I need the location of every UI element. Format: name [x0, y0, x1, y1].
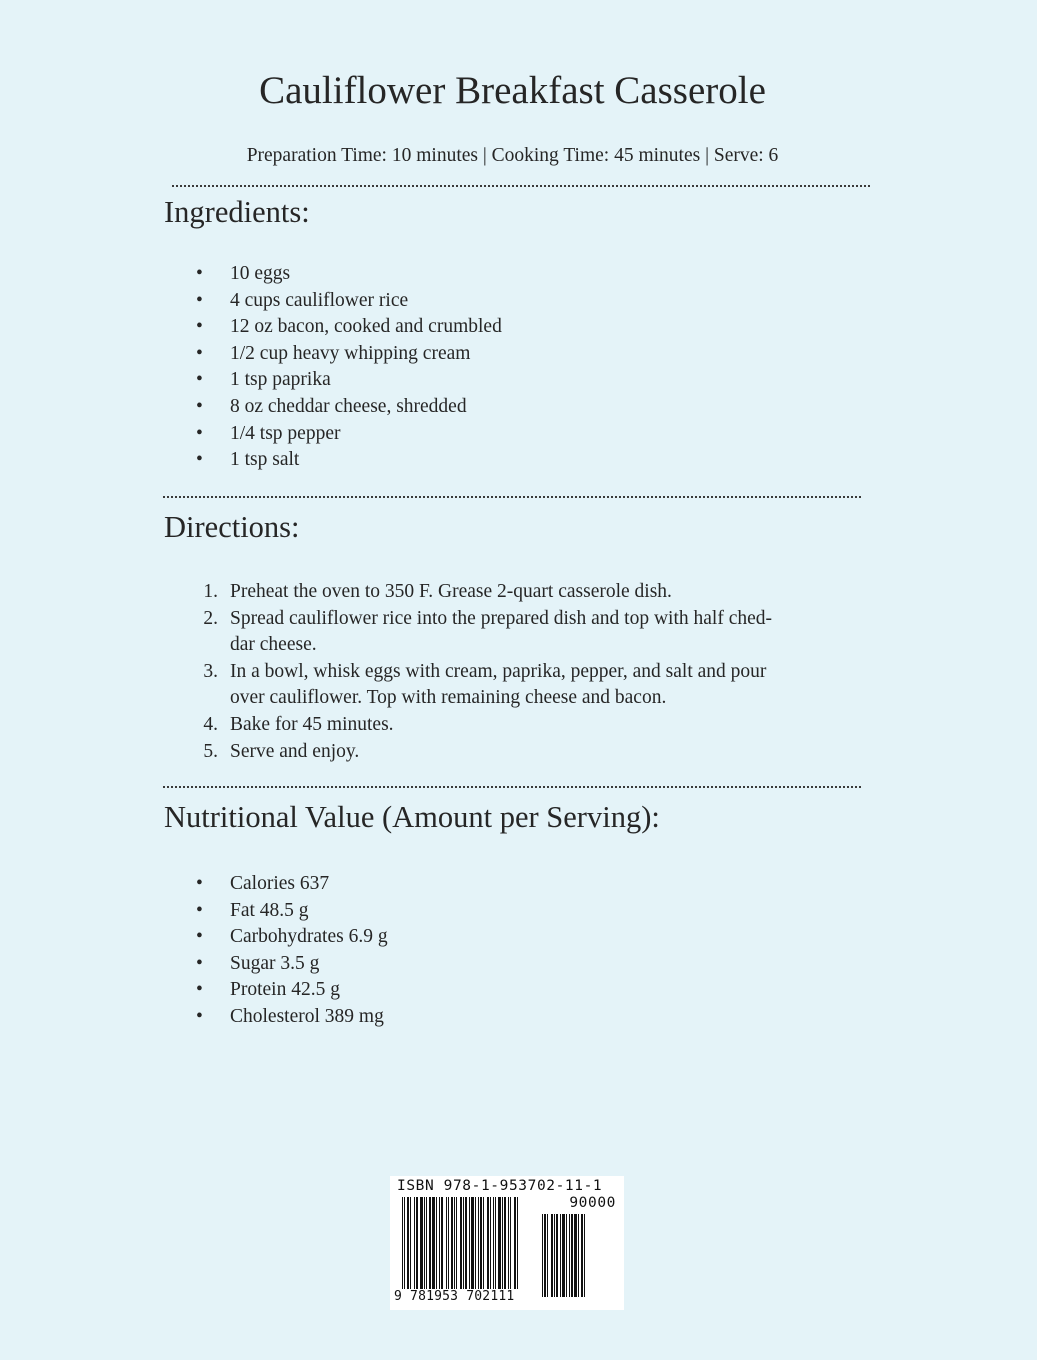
nutrition-marker: • — [196, 952, 203, 974]
direction-step-marker: 5. — [203, 740, 218, 762]
direction-step-text — [230, 712, 394, 739]
nutrition-text — [230, 951, 319, 978]
isbn-text: ISBN 978-1-953702-11-1 — [397, 1178, 603, 1194]
nutrition-line: Cholesterol 389 mg — [230, 1005, 384, 1027]
ingredient-line: 1/4 tsp pepper — [230, 422, 341, 444]
nutrition-marker: • — [196, 926, 203, 948]
direction-step-text — [230, 659, 766, 712]
ingredient-text — [230, 314, 502, 341]
ingredient-item — [196, 261, 502, 288]
ingredient-item — [196, 367, 502, 394]
nutrition-item — [196, 924, 388, 951]
ingredient-marker: • — [196, 369, 203, 391]
nutrition-item — [196, 951, 388, 978]
nutrition-line: Calories 637 — [230, 873, 330, 894]
ingredient-line: 8 oz cheddar cheese, shredded — [230, 395, 467, 417]
direction-step-line: Preheat the oven to 350 F. Grease 2-quart casserole dish. — [230, 581, 672, 602]
nutrition-list — [196, 871, 388, 1031]
recipe-meta: Preparation Time: 10 minutes | Cooking Time: 45 minutes | Serve: 6 — [246, 145, 779, 166]
ingredient-line: 1/2 cup heavy whipping cream — [230, 342, 471, 364]
ingredient-line: 4 cups cauliflower rice — [230, 289, 409, 311]
ingredient-marker: • — [196, 263, 203, 284]
isbn-barcode — [390, 1176, 624, 1310]
direction-step-line: Serve and enjoy. — [230, 740, 360, 762]
direction-step-item — [196, 739, 772, 766]
divider — [163, 496, 861, 498]
ingredients-heading: Ingredients: — [164, 195, 310, 229]
nutrition-text — [230, 898, 309, 925]
ingredient-text — [230, 367, 331, 394]
direction-step-item — [196, 659, 772, 712]
ingredient-marker: • — [196, 422, 203, 444]
ingredient-line: 1 tsp salt — [230, 449, 300, 471]
ingredient-text — [230, 261, 290, 288]
nutrition-line: Sugar 3.5 g — [230, 952, 320, 974]
direction-step-marker: 3. — [203, 660, 218, 682]
direction-step-text — [230, 606, 772, 659]
divider — [163, 786, 861, 788]
ingredient-marker: • — [196, 449, 203, 471]
ingredients-list — [196, 261, 502, 474]
nutrition-text — [230, 924, 388, 951]
ingredient-item — [196, 314, 502, 341]
ingredient-item — [196, 394, 502, 421]
direction-step-item — [196, 712, 772, 739]
price-code: 90000 — [569, 1195, 616, 1211]
direction-step-line: dar cheese. — [230, 634, 317, 656]
ingredient-line: 10 eggs — [230, 263, 291, 284]
nutrition-item — [196, 898, 388, 925]
ingredient-marker: • — [196, 316, 203, 338]
ingredient-text — [230, 394, 467, 421]
direction-step-marker: 1. — [203, 581, 218, 602]
barcode-bars-icon — [402, 1197, 538, 1297]
nutrition-text — [230, 871, 329, 898]
nutrition-marker: • — [196, 979, 203, 1001]
nutrition-line: Carbohydrates 6.9 g — [230, 926, 388, 948]
barcode-addon-bars-icon — [542, 1214, 610, 1297]
page-title: Cauliflower Breakfast Casserole — [259, 69, 766, 112]
direction-step-text — [230, 739, 359, 766]
ingredient-marker: • — [196, 395, 203, 417]
direction-step-line: Bake for 45 minutes. — [230, 713, 394, 735]
nutrition-marker: • — [196, 873, 203, 894]
nutrition-line: Protein 42.5 g — [230, 979, 340, 1001]
directions-list — [196, 579, 772, 765]
nutrition-heading: Nutritional Value (Amount per Serving): — [164, 800, 660, 834]
ingredient-item — [196, 288, 502, 315]
nutrition-line: Fat 48.5 g — [230, 899, 309, 921]
ingredient-item — [196, 341, 502, 368]
nutrition-text — [230, 977, 340, 1004]
ingredient-text — [230, 447, 299, 474]
nutrition-marker: • — [196, 1005, 203, 1027]
divider — [172, 185, 870, 187]
direction-step-item — [196, 606, 772, 659]
ingredient-text — [230, 421, 340, 448]
direction-step-marker: 2. — [203, 607, 218, 629]
nutrition-item — [196, 1004, 388, 1031]
ingredient-line: 1 tsp paprika — [230, 369, 331, 391]
direction-step-marker: 4. — [203, 713, 218, 735]
ingredient-text — [230, 288, 408, 315]
nutrition-item — [196, 871, 388, 898]
direction-step-item — [196, 579, 772, 606]
directions-heading: Directions: — [164, 510, 300, 544]
nutrition-text — [230, 1004, 384, 1031]
ingredient-item — [196, 421, 502, 448]
ingredient-marker: • — [196, 342, 203, 364]
direction-step-line: over cauliflower. Top with remaining cheese and bacon. — [230, 687, 667, 709]
direction-step-text — [230, 579, 672, 606]
direction-step-line: In a bowl, whisk eggs with cream, paprika, pepper, and salt and pour — [230, 660, 767, 682]
ingredient-item — [196, 447, 502, 474]
nutrition-item — [196, 977, 388, 1004]
ingredient-marker: • — [196, 289, 203, 311]
ingredient-line: 12 oz bacon, cooked and crumbled — [230, 316, 502, 338]
direction-step-line: Spread cauliflower rice into the prepared dish and top with half ched- — [230, 607, 773, 629]
barcode-number: 9 781953 702111 — [394, 1289, 542, 1304]
ingredient-text — [230, 341, 470, 368]
nutrition-marker: • — [196, 899, 203, 921]
